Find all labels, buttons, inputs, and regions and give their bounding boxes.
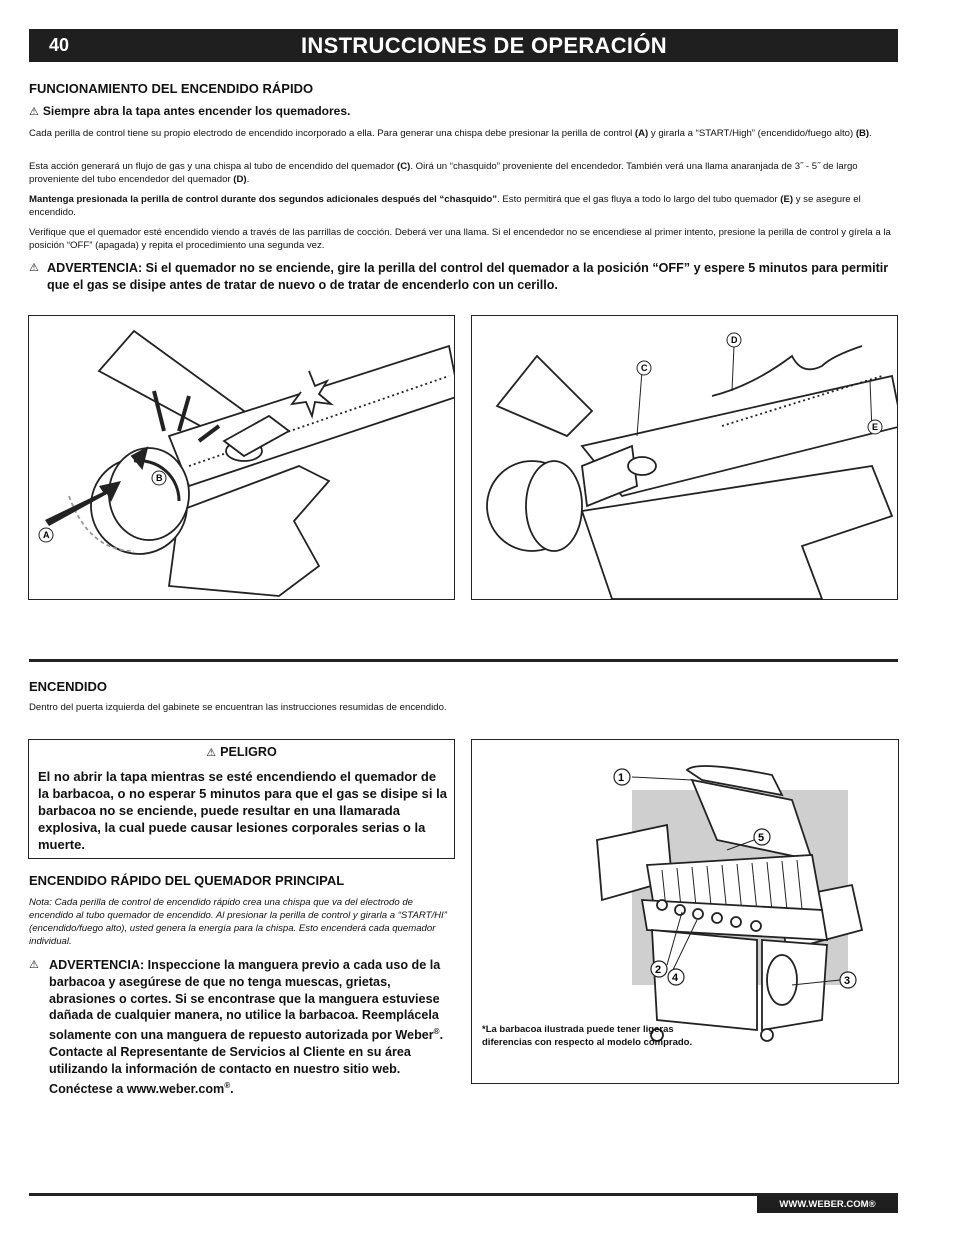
- figure-ignition-flame: [471, 315, 898, 600]
- paragraph-2: Esta acción generará un flujo de gas y una chispa al tubo de encendido del quemador (C). Oirá un “chasquido” proveniente del encendedor. También verá una llama anaranjada de 3˝ - 5˝ de largo proveniente del tubo encendedor del quemador (D).: [29, 161, 858, 185]
- warning-open-lid: ⚠ Siempre abra la tapa antes encender los quemadores.: [29, 104, 351, 118]
- paragraph-4: Verifique que el quemador esté encendido viendo a través de las parrillas de cocción. Deberá ver una llama. Si el encendedor no se encendiese al primer intento, presione la perilla de control y gírela a la posición “OFF” (apagada) y repita el procedimiento una segunda vez.: [29, 227, 891, 251]
- section-heading-quick-ignition: FUNCIONAMIENTO DEL ENCENDIDO RÁPIDO: [29, 81, 314, 96]
- callout-a: A: [43, 530, 50, 540]
- callout-4: 4: [672, 972, 679, 984]
- illustration-knob-press: [29, 316, 454, 599]
- weber-link[interactable]: WWW.WEBER.COM®: [757, 1196, 898, 1213]
- danger-box: [28, 739, 455, 859]
- callout-3: 3: [844, 975, 851, 987]
- callout-5: 5: [758, 832, 765, 844]
- figure-knob-press: [28, 315, 455, 600]
- paragraph-3: Mantenga presionada la perilla de control durante dos segundos adicionales después del “chasquido”. Esto permitirá que el gas fluya a todo lo largo del tubo quemador (E) y se asegure el encendido.: [29, 194, 861, 218]
- grill-caption: *La barbacoa ilustrada puede tener ligeras diferencias con respecto al modelo comprado.: [482, 1024, 693, 1048]
- page-number: 40: [49, 35, 70, 55]
- section-heading-ignition: ENCENDIDO: [29, 679, 108, 694]
- paragraph-1: Cada perilla de control tiene su propio electrodo de encendido incorporado a ella. Para generar una chispa debe presionar la perilla de control (A) y girarla a “START/High” (encendido/fuego alto) (B).: [29, 128, 872, 139]
- illustration-ignition-flame: [472, 316, 897, 599]
- callout-c: C: [641, 363, 648, 373]
- callout-d: D: [731, 335, 738, 345]
- figure-grill: [471, 739, 899, 1084]
- ignition-text: Dentro del puerta izquierda del gabinete se encuentran las instrucciones resumidas de encendido.: [29, 702, 447, 713]
- warning-icon: ⚠: [29, 262, 39, 274]
- warning-icon: ⚠: [29, 959, 39, 971]
- callout-1: 1: [618, 772, 625, 784]
- warning-icon: ⚠: [206, 747, 217, 759]
- danger-title: ⚠ PELIGRO: [206, 745, 277, 759]
- warning-hose: ⚠ ADVERTENCIA: Inspeccione la manguera previo a cada uso de la barbacoa y asegúrese de que no tenga muescas, grietas, abrasiones o cortes. Si se encontrase que la manguera estuviese dañada de cualquier manera, no utilice la barbacoa. Reemplácela solamente con una manguera de repuesto autorizada por Weber®. Contacte al Representante de Servicios al Cliente en su área utilizando la información de contacto en nuestro sitio web. Conéctese a www.weber.com®.: [29, 958, 444, 1096]
- warning-icon: ⚠: [29, 106, 39, 118]
- page-header: [29, 29, 898, 62]
- warning-burner-off: ⚠ ADVERTENCIA: Si el quemador no se enciende, gire la perilla del control del quemador a la posición “OFF” y espere 5 minutos para permitir que el gas se disipe antes de tratar de nuevo o de tratar de encenderlo con un cerillo.: [29, 261, 889, 292]
- callout-b: B: [156, 473, 163, 483]
- danger-text: El no abrir la tapa mientras se esté encendiendo el quemador de la barbacoa, o no esperar 5 minutos para que el gas se disipe si la barbacoa no se enciende, puede resultar en una llamarada explosiva, la cual puede causar lesiones corporales serias o la muerte.: [38, 769, 447, 852]
- callout-e: E: [872, 422, 879, 432]
- section-divider: [29, 659, 898, 662]
- section-heading-main-burner: ENCENDIDO RÁPIDO DEL QUEMADOR PRINCIPAL: [29, 873, 345, 888]
- callout-2: 2: [655, 964, 662, 976]
- note-text: Nota: Cada perilla de control de encendido rápido crea una chispa que va del electrodo de encendido al tubo quemador de encendido. Al presionar la perilla de control y girarla a “START/HI” (encendido/fuego alto), usted genera la energía para la chispa. Esto encenderá cada quemador individual.: [29, 897, 447, 947]
- page-title: INSTRUCCIONES DE OPERACIÓN: [301, 33, 667, 58]
